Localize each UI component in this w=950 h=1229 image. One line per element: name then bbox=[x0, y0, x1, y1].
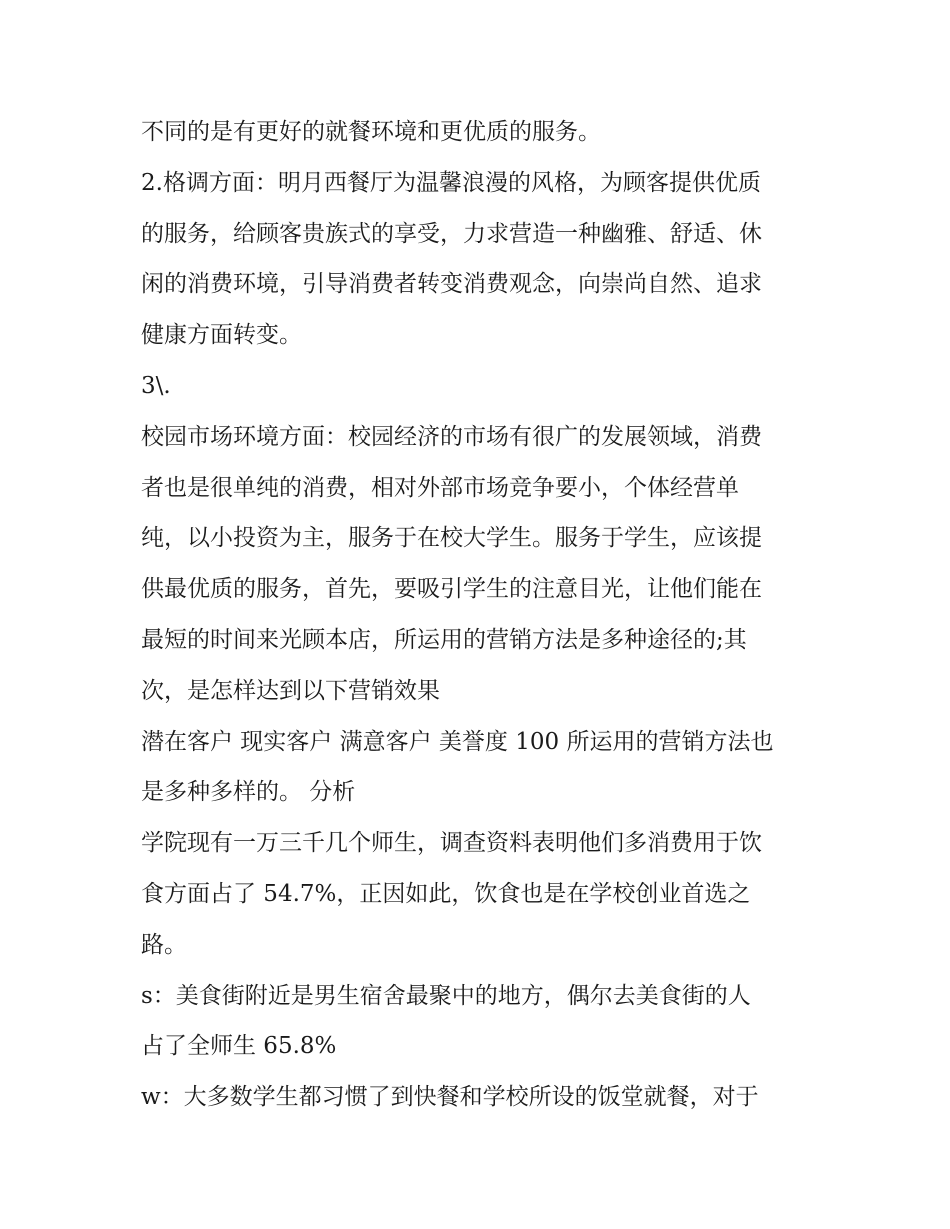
document-body bbox=[141, 107, 821, 1123]
text-line: 健康方面转变。 bbox=[141, 322, 302, 349]
text-line: 不同的是有更好的就餐环境和更优质的服务。 bbox=[141, 119, 601, 145]
text-line: 供最优质的服务，首先，要吸引学生的注意目光，让他们能在 bbox=[141, 576, 762, 603]
text-line: s：美食街附近是男生宿舍最聚中的地方，偶尔去美食街的人 bbox=[141, 982, 751, 1009]
text-line: 占了全师生 65.8% bbox=[141, 1033, 337, 1060]
text-line: w：大多数学生都习惯了到快餐和学校所设的饭堂就餐，对于 bbox=[141, 1084, 759, 1111]
text-line: 是多种多样的。 分析 bbox=[141, 779, 356, 806]
text-line: 2.格调方面：明月西餐厅为温馨浪漫的风格，为顾客提供优质 bbox=[141, 169, 761, 196]
text-line: 潜在客户 现实客户 满意客户 美誉度 100 所运用的营销方法也 bbox=[141, 728, 774, 755]
text-line: 食方面占了 54.7%，正因如此，饮食也是在学校创业首选之 bbox=[141, 880, 751, 907]
text-line: 3\. bbox=[141, 372, 171, 399]
text-line: 次，是怎样达到以下营销效果 bbox=[141, 677, 440, 704]
text-line: 校园市场环境方面：校园经济的市场有很广的发展领域，消费 bbox=[141, 423, 762, 450]
text-line: 纯，以小投资为主，服务于在校大学生。服务于学生，应该提 bbox=[141, 525, 762, 552]
text-line: 路。 bbox=[141, 931, 187, 958]
text-line: 学院现有一万三千几个师生，调查资料表明他们多消费用于饮 bbox=[141, 830, 762, 857]
text-line: 闲的消费环境，引导消费者转变消费观念，向崇尚自然、追求 bbox=[141, 271, 762, 298]
text-line: 的服务，给顾客贵族式的享受，力求营造一种幽雅、舒适、休 bbox=[141, 220, 762, 247]
text-line: 者也是很单纯的消费，相对外部市场竞争要小，个体经营单 bbox=[141, 474, 739, 501]
text-line: 最短的时间来光顾本店，所运用的营销方法是多种途径的;其 bbox=[141, 626, 747, 653]
